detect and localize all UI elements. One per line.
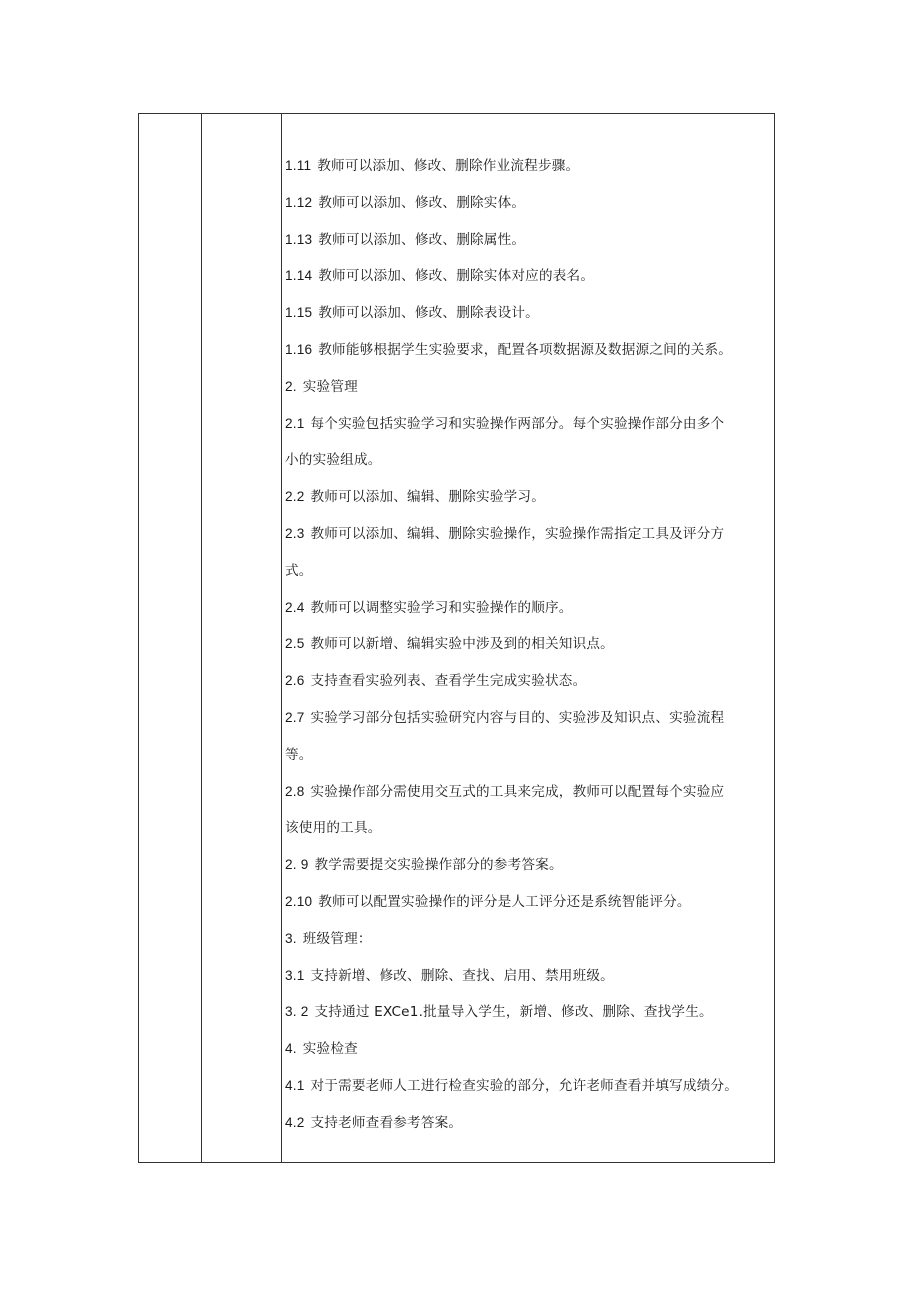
requirement-line — [285, 774, 775, 811]
requirement-text: 小的实验组成。 — [285, 452, 382, 469]
requirement-line — [285, 442, 775, 479]
requirement-number: 4.2 — [285, 1114, 305, 1130]
requirement-line — [285, 847, 775, 884]
requirement-line — [285, 1068, 775, 1105]
table-cell-empty-2 — [202, 114, 281, 1162]
requirement-line — [285, 332, 775, 369]
requirement-line — [285, 148, 775, 185]
requirement-text: 实验操作部分需使用交互式的工具来完成，教师可以配置每个实验应 — [310, 783, 725, 800]
requirement-line — [285, 185, 775, 222]
requirement-number: 2.6 — [285, 673, 305, 689]
requirement-text: 教师可以配置实验操作的评分是人工评分还是系统智能评分。 — [318, 893, 691, 910]
requirement-line — [285, 994, 775, 1031]
requirement-text: 教师可以添加、修改、删除表设计。 — [318, 305, 539, 322]
requirement-number: 2.1 — [285, 415, 305, 431]
requirement-number: 4. — [285, 1041, 297, 1057]
requirement-text: 支持通过 EXCe1.批量导入学生，新增、修改、删除、查找学生。 — [314, 1004, 713, 1021]
requirement-number: 2.7 — [285, 709, 305, 725]
requirements-table — [138, 113, 775, 1163]
requirement-text: 实验学习部分包括实验研究内容与目的、实验涉及知识点、实验流程 — [310, 709, 725, 726]
requirement-line — [285, 295, 775, 332]
requirement-text: 班级管理： — [302, 930, 372, 947]
requirement-text: 式。 — [285, 562, 313, 579]
requirement-number: 2.2 — [285, 489, 305, 505]
requirement-line — [285, 406, 775, 443]
requirement-number: 4.1 — [285, 1077, 305, 1093]
requirement-line — [285, 590, 775, 627]
requirement-line — [285, 700, 775, 737]
requirement-line — [285, 479, 775, 516]
requirement-number: 3. — [285, 930, 297, 946]
requirement-line — [285, 1105, 775, 1142]
table-cell-empty-1 — [139, 114, 201, 1162]
requirement-number: 2. 9 — [285, 857, 309, 873]
requirement-text: 支持查看实验列表、查看学生完成实验状态。 — [310, 673, 587, 690]
requirement-line — [285, 222, 775, 259]
requirement-text: 实验管理 — [302, 378, 358, 395]
requirement-line — [285, 626, 775, 663]
requirement-number: 2. — [285, 378, 297, 394]
requirement-text: 支持新增、修改、删除、查找、启用、禁用班级。 — [310, 967, 614, 984]
requirement-number: 1.11 — [285, 158, 312, 173]
requirement-text: 教师能够根据学生实验要求，配置各项数据源及数据源之间的关系。 — [318, 341, 733, 358]
requirement-line — [285, 737, 775, 774]
requirement-number: 2.5 — [285, 636, 305, 652]
requirement-number: 1.15 — [285, 305, 313, 321]
requirement-text: 每个实验包括实验学习和实验操作两部分。每个实验操作部分由多个 — [310, 415, 725, 432]
requirement-number: 2.4 — [285, 599, 305, 615]
requirement-number: 3. 2 — [285, 1004, 309, 1020]
column-divider-2 — [281, 114, 282, 1162]
requirement-text: 该使用的工具。 — [285, 820, 382, 837]
requirement-text: 教师可以添加、修改、删除实体。 — [318, 194, 526, 211]
requirement-line — [285, 369, 775, 406]
requirement-line — [285, 663, 775, 700]
requirement-text: 教师可以添加、编辑、删除实验学习。 — [310, 489, 545, 506]
requirement-text: 教师可以添加、修改、删除作业流程步骤。 — [317, 158, 580, 174]
requirement-text: 教师可以新增、编辑实验中涉及到的相关知识点。 — [310, 636, 614, 653]
requirement-text: 教师可以添加、编辑、删除实验操作，实验操作需指定工具及评分方 — [310, 525, 725, 542]
requirement-text: 实验检查 — [302, 1041, 358, 1058]
requirement-text: 教师可以添加、修改、删除属性。 — [318, 231, 526, 248]
requirement-text: 对于需要老师人工进行检查实验的部分，允许老师查看并填写成绩分。 — [310, 1077, 739, 1094]
requirement-line — [285, 516, 775, 553]
requirement-line — [285, 921, 775, 958]
requirement-number: 1.12 — [285, 194, 313, 210]
requirement-text: 教师可以调整实验学习和实验操作的顺序。 — [310, 599, 573, 616]
requirement-text: 支持老师查看参考答案。 — [310, 1114, 463, 1131]
requirement-number: 2.10 — [285, 893, 313, 909]
requirement-number: 1.16 — [285, 341, 313, 357]
requirement-number: 1.14 — [285, 268, 313, 284]
requirement-line — [285, 553, 775, 590]
requirement-number: 1.13 — [285, 231, 313, 247]
requirement-text: 教师可以添加、修改、删除实体对应的表名。 — [318, 268, 595, 285]
requirement-text: 教学需要提交实验操作部分的参考答案。 — [314, 857, 563, 874]
requirement-line — [285, 1031, 775, 1068]
requirement-line — [285, 958, 775, 995]
requirement-number: 3.1 — [285, 967, 305, 983]
requirement-line — [285, 884, 775, 921]
requirements-content-cell — [285, 148, 775, 1142]
requirement-line — [285, 258, 775, 295]
requirement-number: 2.3 — [285, 525, 305, 541]
requirement-line — [285, 810, 775, 847]
requirement-number: 2.8 — [285, 783, 305, 799]
requirement-text: 等。 — [285, 746, 313, 763]
